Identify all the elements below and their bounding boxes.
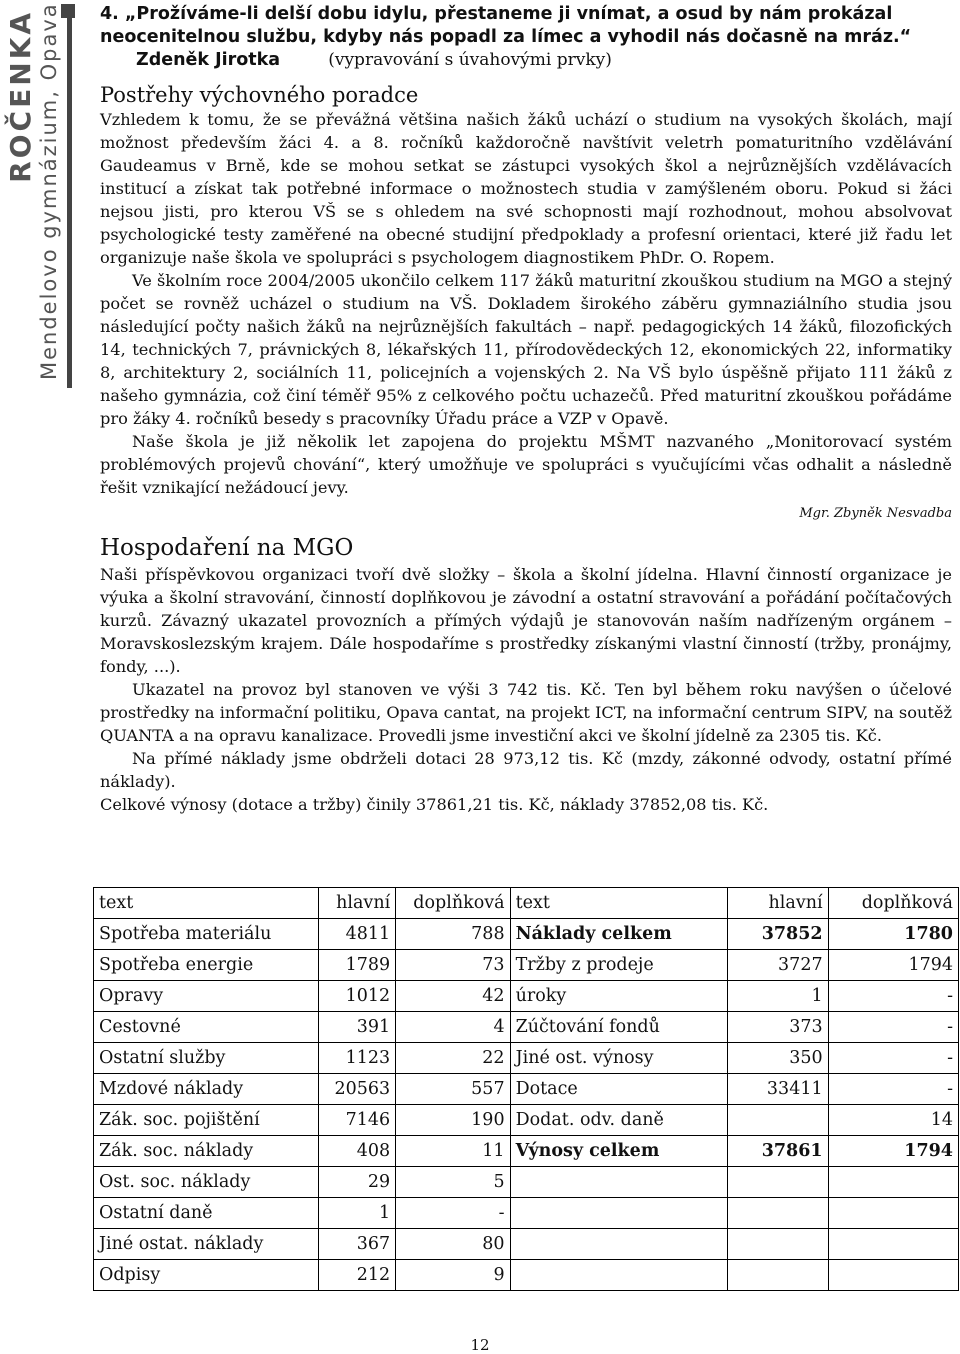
table-header-cell: text	[94, 888, 319, 919]
table-cell: Dodat. odv. daně	[510, 1105, 728, 1136]
hospodareni-paragraph-4: Celkové výnosy (dotace a tržby) činily 37861,21 tis. Kč, náklady 37852,08 tis. Kč.	[100, 795, 769, 814]
hospodareni-paragraph-2: Ukazatel na provoz byl stanoven ve výši 3 742 tis. Kč. Ten byl během roku navýšen o účelové prostředky na informační politiku, Opava cantat, na projekt ICT, na informační centrum SIPV, na soutěž QUANTA a na opravu kanalizace. Provedli jsme investiční akci ve školní jídelně za 2305 tis. Kč.	[100, 680, 952, 745]
poradce-heading: Postřehy výchovného poradce	[100, 83, 419, 107]
table-cell: 3727	[728, 950, 828, 981]
table-cell	[510, 1198, 728, 1229]
table-cell: 1012	[319, 981, 396, 1012]
table-cell: 557	[396, 1074, 510, 1105]
table-header-cell: hlavní	[319, 888, 396, 919]
table-cell: Odpisy	[94, 1260, 319, 1291]
table-row	[94, 919, 959, 950]
table-cell: Mzdové náklady	[94, 1074, 319, 1105]
table-cell: 1	[728, 981, 828, 1012]
table-cell: Zák. soc. náklady	[94, 1136, 319, 1167]
table-cell: 33411	[728, 1074, 828, 1105]
table-cell: 73	[396, 950, 510, 981]
table-cell: -	[828, 1043, 958, 1074]
table-row	[94, 1136, 959, 1167]
table-cell: Ostatní služby	[94, 1043, 319, 1074]
table-cell: Ostatní daně	[94, 1198, 319, 1229]
table-row	[94, 950, 959, 981]
table-cell	[510, 1167, 728, 1198]
table-cell: 37852	[728, 919, 828, 950]
table-cell: Opravy	[94, 981, 319, 1012]
table-cell: Spotřeba energie	[94, 950, 319, 981]
page-content	[100, 0, 952, 816]
table-cell: Zák. soc. pojištění	[94, 1105, 319, 1136]
table-cell	[828, 1198, 958, 1229]
table-cell: 1123	[319, 1043, 396, 1074]
table-row	[94, 1043, 959, 1074]
table-cell	[828, 1260, 958, 1291]
table-cell: Ost. soc. náklady	[94, 1167, 319, 1198]
finance-table	[93, 887, 959, 1291]
hospodareni-paragraph-1: Naši příspěvkovou organizaci tvoří dvě složky – škola a školní jídelna. Hlavní činností organizace je výuka a školní stravování, činností doplňkovou je závodní a ostatní stravování a pořádání počítačových kurzů. Závazný ukazatel provozních a přímých výdajů je stanovován naším nadřízeným orgánem – Moravskoslezským krajem. Dále hospodaříme s prostředky získanými vlastní činností (tržby, pronájmy, fondy, ...).	[100, 565, 952, 676]
poradce-paragraph-3: Naše škola je již několik let zapojena do projektu MŠMT nazvaného „Monitorovací systém problémových projevů chování“, který umožňuje ve spolupráci s vyučujícími včas odhalit a následně řešit vznikající nežádoucí jevy.	[100, 432, 952, 497]
table-header-cell: doplňková	[828, 888, 958, 919]
table-cell: úroky	[510, 981, 728, 1012]
table-cell: 9	[396, 1260, 510, 1291]
table-cell: Zúčtování fondů	[510, 1012, 728, 1043]
table-cell: 4811	[319, 919, 396, 950]
table-cell: 1	[319, 1198, 396, 1229]
table-cell: 11	[396, 1136, 510, 1167]
table-cell: Dotace	[510, 1074, 728, 1105]
table-row	[94, 1167, 959, 1198]
hospodareni-paragraph-3: Na přímé náklady jsme obdrželi dotaci 28 973,12 tis. Kč (mzdy, zákonné odvody, ostatní přímé náklady).	[100, 749, 952, 791]
table-cell: Jiné ost. výnosy	[510, 1043, 728, 1074]
table-cell: 1789	[319, 950, 396, 981]
poradce-signature: Mgr. Zbyněk Nesvadba	[799, 506, 952, 521]
table-cell: -	[828, 1012, 958, 1043]
table-cell: 29	[319, 1167, 396, 1198]
page-number: 12	[470, 1336, 490, 1354]
table-row	[94, 981, 959, 1012]
table-cell	[510, 1229, 728, 1260]
table-cell: -	[828, 981, 958, 1012]
table-cell: Jiné ostat. náklady	[94, 1229, 319, 1260]
sidebar-line2: Mendelovo gymnázium, Opava	[37, 2, 61, 380]
table-cell: 788	[396, 919, 510, 950]
table-cell: 14	[828, 1105, 958, 1136]
table-header-cell: text	[510, 888, 728, 919]
table-cell: 350	[728, 1043, 828, 1074]
table-cell: 1780	[828, 919, 958, 950]
table-cell	[728, 1260, 828, 1291]
table-row	[94, 1074, 959, 1105]
table-cell: -	[396, 1198, 510, 1229]
table-cell: 7146	[319, 1105, 396, 1136]
table-cell	[728, 1167, 828, 1198]
table-row	[94, 1260, 959, 1291]
table-cell	[828, 1167, 958, 1198]
table-cell: 22	[396, 1043, 510, 1074]
table-cell: Tržby z prodeje	[510, 950, 728, 981]
table-cell: 1794	[828, 1136, 958, 1167]
table-cell	[510, 1260, 728, 1291]
article-4-author: Zdeněk Jirotka	[136, 50, 281, 70]
table-cell	[828, 1229, 958, 1260]
poradce-paragraph-2: Ve školním roce 2004/2005 ukončilo celkem 117 žáků maturitní zkouškou studium na MGO a stejný počet se rovněž ucházel o studium na VŠ. Dokladem širokého záběru gymnaziálního studia jsou následující počty našich žáků na nejrůznějších fakultách – např. pedagogických 14 žáků, filozofických 14, technických 7, právnických 8, lékařských 11, přírodovědeckých 12, ekonomických 22, informatiky 8, architektury 2, sociálních 11, policejních a vojenských 2. Na VŠ bylo úspěšně přijato 111 žáků z našeho gymnázia, což činí téměř 95% z celkového počtu uchazečů. Před maturitní zkouškou pořádáme pro žáky 4. ročníků besedy s pracovníky Úřadu práce a VZP v Opavě.	[100, 271, 952, 428]
yearbook-sidebar	[0, 0, 80, 400]
table-row	[94, 1012, 959, 1043]
table-header-cell: doplňková	[396, 888, 510, 919]
sidebar-title	[4, 2, 68, 380]
table-row	[94, 1198, 959, 1229]
table-cell: 212	[319, 1260, 396, 1291]
table-cell: 190	[396, 1105, 510, 1136]
table-cell: 5	[396, 1167, 510, 1198]
table-cell: 408	[319, 1136, 396, 1167]
table-cell: 80	[396, 1229, 510, 1260]
table-cell: Spotřeba materiálu	[94, 919, 319, 950]
table-cell: 373	[728, 1012, 828, 1043]
table-cell: 391	[319, 1012, 396, 1043]
poradce-paragraph-1: Vzhledem k tomu, že se převážná většina našich žáků uchází o studium na vysokých školách, mají možnost především žáci 4. a 8. ročníků každoročně navštívit veletrh pomaturitního vzdělávání Gaudeamus v Brně, kde se mohou setkat se zástupci vysokých škol a nejrůznějších vzdělávacích institucí a získat tak potřebné informace o možnostech studia v zamýšleném oboru. Pokud si žáci nejsou jisti, pro kterou VŠ se s ohledem na své schopnosti mají rozhodnout, mohou absolvovat psychologické testy zaměřené na obecné studijní předpoklady a profesní orientaci, které již řadu let organizuje naše škola ve spolupráci s psychologem diagnostikem PhDr. O. Ropem.	[100, 110, 952, 267]
table-cell: Náklady celkem	[510, 919, 728, 950]
table-cell: 42	[396, 981, 510, 1012]
article-4-heading	[100, 3, 952, 72]
table-row	[94, 1229, 959, 1260]
table-cell: 1794	[828, 950, 958, 981]
table-cell: 20563	[319, 1074, 396, 1105]
table-cell: Výnosy celkem	[510, 1136, 728, 1167]
table-cell	[728, 1229, 828, 1260]
table-header-cell: hlavní	[728, 888, 828, 919]
hospodareni-heading: Hospodaření na MGO	[100, 535, 354, 561]
article-4-title: 4. „Prožíváme-li delší dobu idylu, přestaneme ji vnímat, a osud by nám prokázal neocenitelnou službu, kdyby nás popadl za límec a vyhodil nás dočasně na mráz.“	[100, 4, 912, 47]
table-header-row	[94, 888, 959, 919]
table-cell: Cestovné	[94, 1012, 319, 1043]
table-cell: 367	[319, 1229, 396, 1260]
table-cell: -	[828, 1074, 958, 1105]
table-cell	[728, 1198, 828, 1229]
article-4-subtitle: (vypravování s úvahovými prvky)	[328, 50, 612, 70]
table-row	[94, 1105, 959, 1136]
sidebar-line1: ROČENKA	[4, 10, 37, 183]
table-cell: 37861	[728, 1136, 828, 1167]
table-cell: 4	[396, 1012, 510, 1043]
table-cell	[728, 1105, 828, 1136]
